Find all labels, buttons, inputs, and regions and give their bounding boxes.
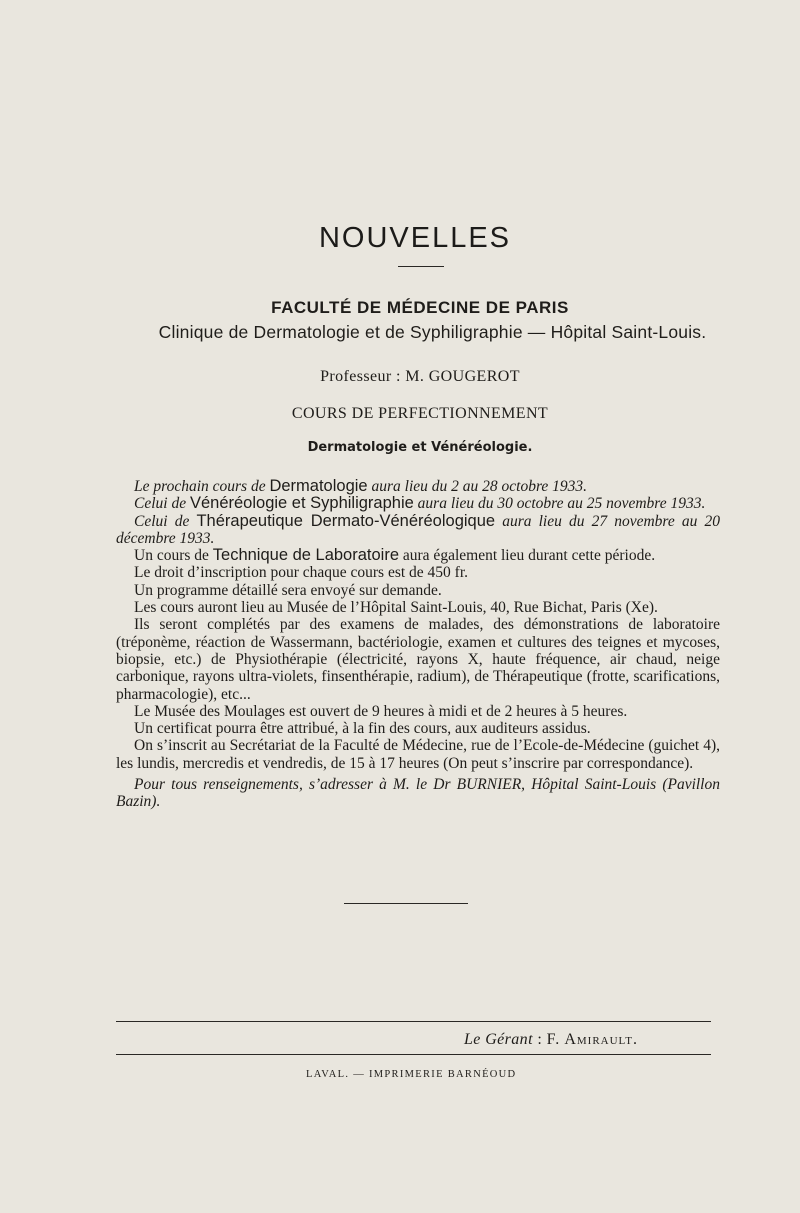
paragraph-venereologie	[116, 495, 720, 512]
paragraph-location: Les cours auront lieu au Musée de l’Hôpital Saint-Louis, 40, Rue Bichat, Paris (Xe).	[134, 599, 658, 617]
text: Un cours de	[134, 547, 213, 565]
text: aura également lieu durant cette période.	[399, 547, 656, 565]
paragraph-therapeutique	[116, 513, 720, 548]
paragraph-content: Ils seront complétés par des examens de malades, des démonstrations de laboratoire (tréponème, réaction de Wassermann, bactériologie, examen et cultures des teignes et mycoses, biopsie, etc.) de Physiothérapie (électricité, rayons X, haute fréquence, air chaud, neige carbonique, rayons ultra-violets, finsenthérapie, radium), de Thérapeutique (frotte, scarifications, pharmacologie), etc...	[116, 616, 720, 703]
printer-line: LAVAL. — IMPRIMERIE BARNÉOUD	[306, 1069, 517, 1080]
paragraph-dermatologie	[116, 478, 720, 495]
paragraph-fee: Le droit d’inscription pour chaque cours est de 450 fr.	[134, 564, 469, 582]
gerant-label: Le Gérant	[464, 1031, 533, 1048]
footer-rule-bottom	[116, 1054, 711, 1055]
announcement-body	[116, 478, 720, 811]
text: aura lieu du 27 novembre au 20 décembre 1933.	[116, 512, 720, 547]
paragraph-registration: On s’inscrit au Secrétariat de la Faculté de Médecine, rue de l’Ecole-de-Médecine (guichet 4), les lundis, mercredis et vendredis, de 15 à 17 heures (On peut s’inscrire par correspondance).	[116, 737, 720, 772]
paragraph-program: Un programme détaillé sera envoyé sur demande.	[134, 581, 442, 599]
gerant-line	[464, 1031, 704, 1049]
course-name: Thérapeutique Dermato-Vénéréologique	[196, 511, 496, 530]
clinic-heading: Clinique de Dermatologie et de Syphiligraphie — Hôpital Saint-Louis.	[158, 322, 707, 342]
professor-line: Professeur : M. GOUGEROT	[320, 368, 520, 385]
paragraph-certificate: Un certificat pourra être attribué, à la fin des cours, aux auditeurs assidus.	[134, 720, 591, 738]
course-name: Dermatologie	[269, 477, 368, 495]
end-rule	[344, 903, 468, 904]
paragraph-museum: Le Musée des Moulages est ouvert de 9 heures à midi et de 2 heures à 5 heures.	[134, 702, 628, 720]
separator: :	[532, 1031, 547, 1048]
text: aura lieu du 30 octobre au 25 novembre 1933.	[413, 495, 706, 513]
course-subtitle: Dermatologie et Vénéréologie.	[307, 440, 533, 455]
course-name: Vénéréologie et Syphiligraphie	[189, 494, 414, 513]
text: Le prochain cours de	[134, 478, 270, 495]
gerant-name: F. Amirault.	[546, 1031, 638, 1048]
title-rule	[398, 266, 444, 267]
footer-rule-top	[116, 1021, 711, 1022]
paragraph-laboratoire	[116, 547, 720, 564]
section-title: NOUVELLES	[318, 222, 512, 254]
paragraph-contact: Pour tous renseignements, s’adresser à M. le Dr BURNIER, Hôpital Saint-Louis (Pavillon Bazin).	[116, 776, 720, 811]
text: Celui de	[134, 512, 197, 530]
faculty-heading: FACULTÉ DE MÉDECINE DE PARIS	[271, 298, 569, 317]
text: Celui de	[134, 495, 190, 513]
text: aura lieu du 2 au 28 octobre 1933.	[367, 478, 588, 495]
course-title: COURS DE PERFECTIONNEMENT	[291, 405, 549, 422]
course-name: Technique de Laboratoire	[212, 546, 400, 565]
